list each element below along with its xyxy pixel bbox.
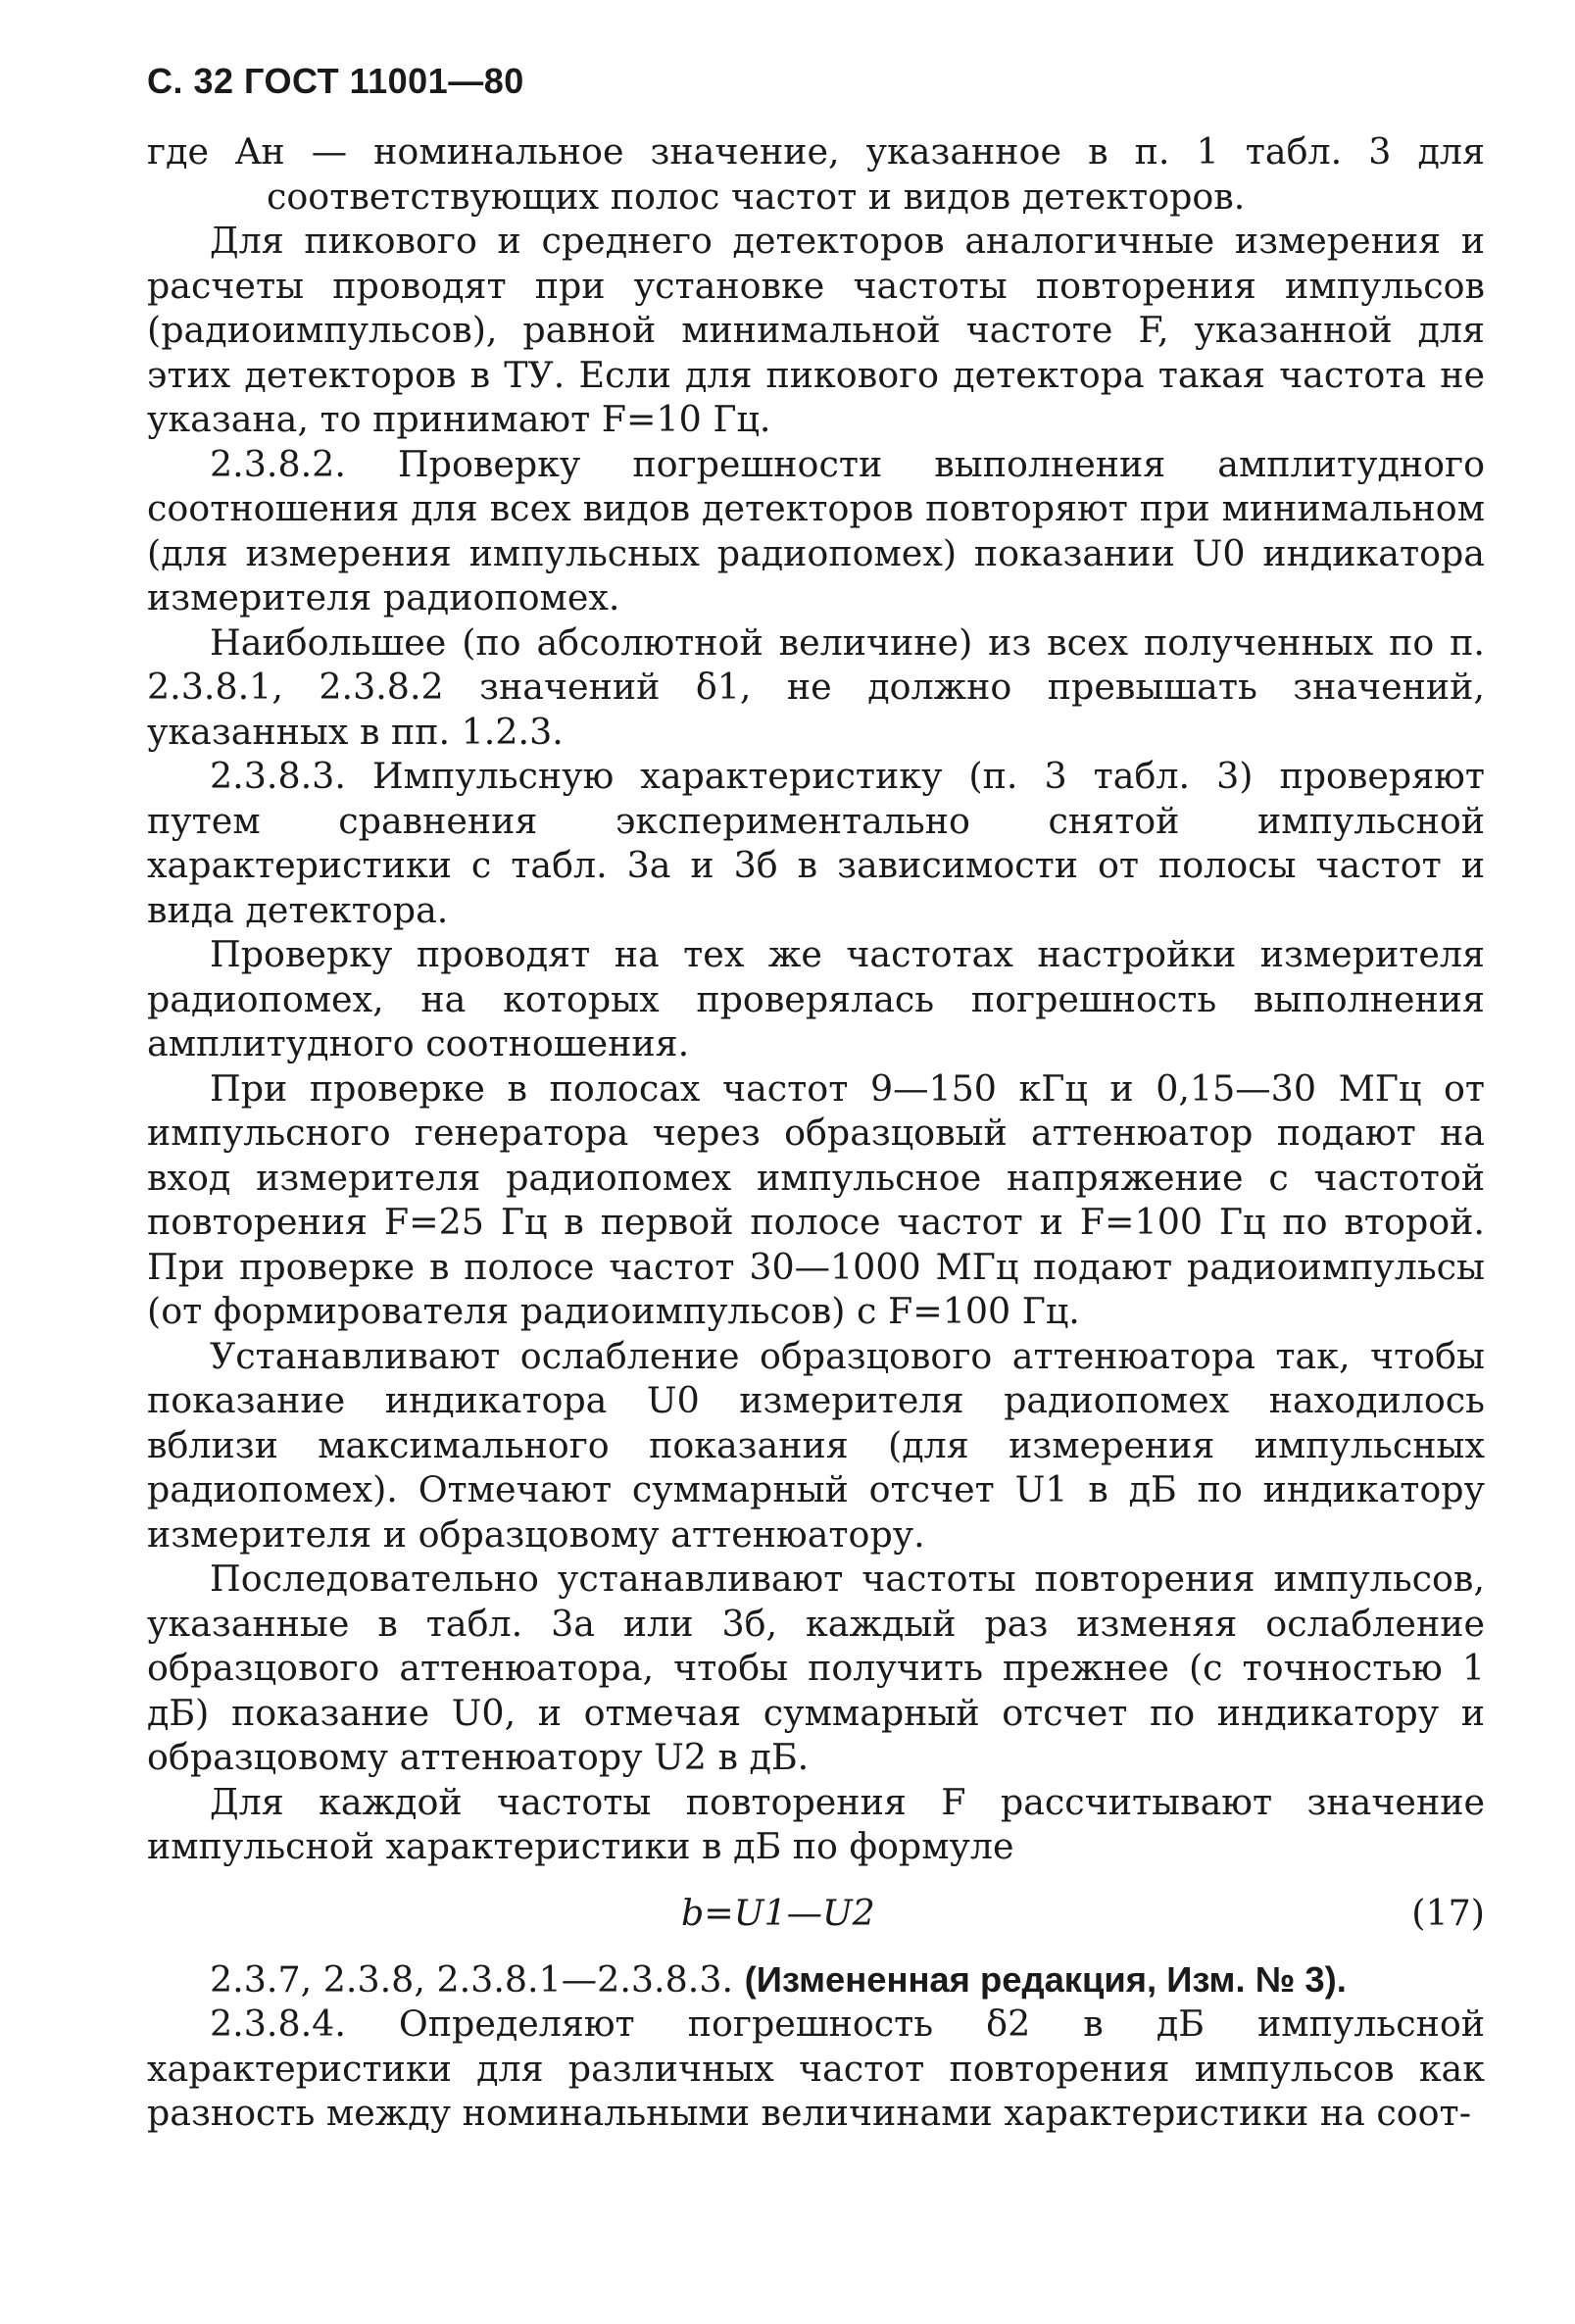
paragraph-check-frequencies: Проверку проводят на тех же частотах настройки измерителя радиопомех, на которых проверялась погрешность выполнения амплитудного соотношения.	[147, 933, 1485, 1064]
formula-number: (17)	[1411, 1891, 1485, 1934]
paragraph-largest-value: Наибольшее (по абсолютной величине) из всех полученных по п. 2.3.8.1, 2.3.8.2 значений δ1, не должно превышать значений, указанных в пп. 1.2.3.	[147, 620, 1485, 753]
paragraph-peak-average-detectors: Для пикового и среднего детекторов аналогичные измерения и расчеты проводят при установке частоты повторения импульсов (радиоимпульсов), равной минимальной частоте F, указанной для этих детекторов в ТУ. Если для пикового детектора такая частота не указана, то принимают F=10 Гц.	[147, 220, 1485, 440]
amendment-note: (Измененная редакция, Изм. № 3).	[744, 1958, 1347, 2000]
paragraph-sequential-frequencies: Последовательно устанавливают частоты повторения импульсов, указанные в табл. 3а или 3б, каждый раз изменяя ослабление образцового аттенюатора, чтобы получить прежнее (с точностью 1 дБ) показание U0, и отмечая суммарный отсчет по индикатору и образцовому аттенюатору U2 в дБ.	[147, 1558, 1485, 1778]
paragraph-where-an: где Aн — номинальное значение, указанное в п. 1 табл. 3 для соответствующих полос частот и видов детекторов.	[147, 130, 1485, 218]
paragraph-2-3-8-2: 2.3.8.2. Проверку погрешности выполнения амплитудного соотношения для всех видов детекторов повторяют при минимальном (для измерения импульсных радиопомех) показании U0 индикатора измерителя радиопомех.	[147, 442, 1485, 618]
page-header: С. 32 ГОСТ 11001—80	[147, 61, 524, 101]
amendment-refs: 2.3.7, 2.3.8, 2.3.8.1—2.3.8.3.	[210, 1957, 734, 2001]
amendment-line	[147, 1957, 1485, 2003]
page-content	[147, 61, 1485, 2136]
paragraph-set-attenuation: Устанавливают ослабление образцового аттенюатора так, чтобы показание индикатора U0 измерителя радиопомех находилось вблизи максимального показания (для измерения импульсных радиопомех). Отмечают суммарный отсчет U1 в дБ по индикатору измерителя и образцовому аттенюатору.	[147, 1334, 1485, 1556]
paragraph-2-3-8-3: 2.3.8.3. Импульсную характеристику (п. 3 табл. 3) проверяют путем сравнения экспериментально снятой импульсной характеристики с табл. 3а и 3б в зависимости от полосы частот и вида детектора.	[147, 755, 1485, 931]
paragraph-frequency-bands: При проверке в полосах частот 9—150 кГц и 0,15—30 МГц от импульсного генератора через образцовый аттенюатор подают на вход измерителя радиопомех импульсное напряжение с частотой повторения F=25 Гц в первой полосе частот и F=100 Гц по второй. При проверке в полосе частот 30—1000 МГц подают радиоимпульсы (от формирователя радиоимпульсов) с F=100 Гц.	[147, 1066, 1485, 1332]
formula-17: b=U1—U2	[681, 1891, 875, 1934]
paragraph-2-3-8-4: 2.3.8.4. Определяют погрешность δ2 в дБ импульсной характеристики для различных частот повторения импульсов как разность между номинальными величинами характеристики на соот-	[147, 2003, 1485, 2134]
formula-row	[147, 1869, 1485, 1957]
paragraph-formula-intro: Для каждой частоты повторения F рассчитывают значение импульсной характеристики в дБ по формуле	[147, 1780, 1485, 1867]
